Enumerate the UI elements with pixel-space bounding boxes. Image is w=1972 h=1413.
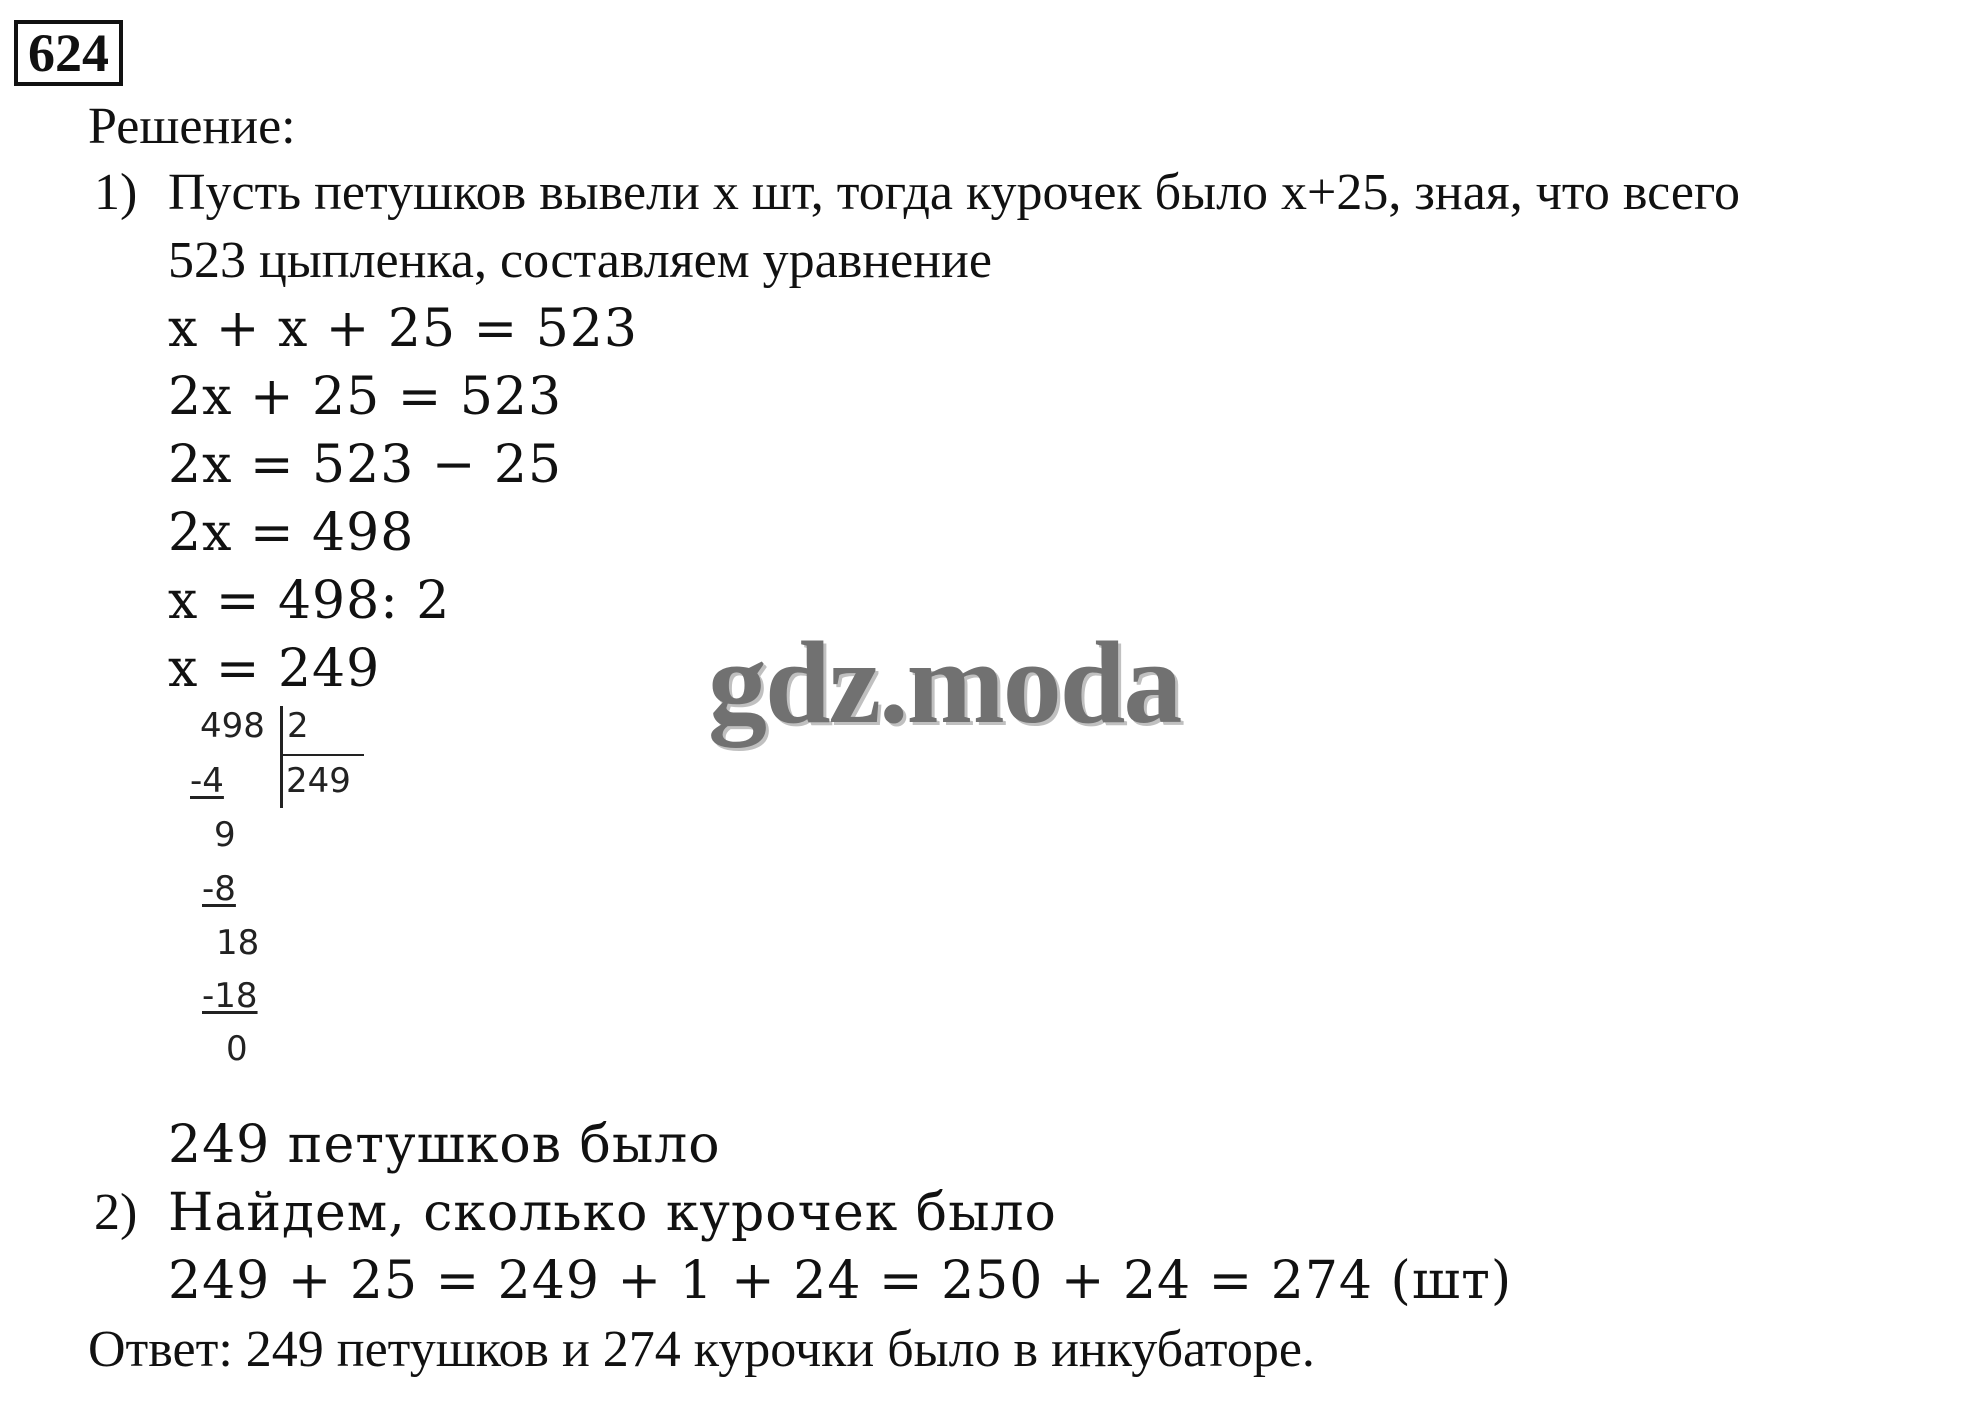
division-step: 0 bbox=[226, 1029, 248, 1069]
division-step: -18 bbox=[202, 976, 258, 1016]
division-divisor: 2 bbox=[287, 706, 309, 746]
equation-3: 2x = 523 − 25 bbox=[168, 435, 563, 495]
division-quotient: 249 bbox=[286, 761, 351, 801]
step2-calculation: 249 + 25 = 249 + 1 + 24 = 250 + 24 = 274 (шт) bbox=[168, 1251, 1513, 1311]
division-step: -8 bbox=[202, 869, 236, 909]
division-dividend: 498 bbox=[200, 706, 265, 746]
watermark: gdz.moda bbox=[708, 617, 1181, 748]
task-number: 624 bbox=[14, 20, 123, 86]
division-vertical-line bbox=[280, 706, 283, 808]
step1-text-line2: 523 цыпленка, составляем уравнение bbox=[168, 232, 992, 289]
equation-2: 2x + 25 = 523 bbox=[168, 367, 563, 427]
equation-5: x = 498: 2 bbox=[168, 571, 451, 631]
step2-text: Найдем, сколько курочек было bbox=[168, 1183, 1057, 1243]
equation-4: 2x = 498 bbox=[168, 503, 415, 563]
step1-text-line1: Пусть петушков вывели х шт, тогда курочек было х+25, зная, что всего bbox=[168, 164, 1740, 221]
answer-line: Ответ: 249 петушков и 274 курочки было в инкубаторе. bbox=[88, 1321, 1315, 1378]
step1-marker: 1) bbox=[94, 164, 138, 221]
division-step: 9 bbox=[214, 815, 236, 855]
equation-6: x = 249 bbox=[168, 639, 381, 699]
solution-heading: Решение: bbox=[88, 98, 296, 155]
division-step: 18 bbox=[216, 923, 260, 963]
step1-result: 249 петушков было bbox=[168, 1115, 721, 1175]
equation-1: x + x + 25 = 523 bbox=[168, 299, 638, 359]
division-horizontal-line bbox=[280, 754, 364, 756]
step2-marker: 2) bbox=[94, 1184, 138, 1241]
division-step: -4 bbox=[190, 761, 224, 801]
